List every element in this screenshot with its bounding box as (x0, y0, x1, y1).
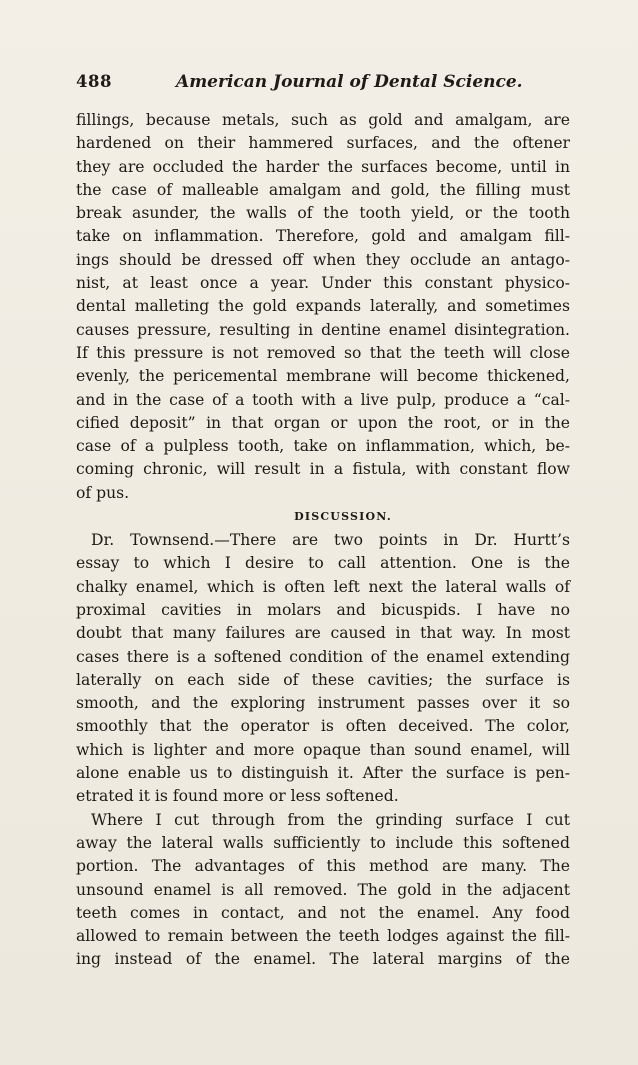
text-line: take on inflammation. Therefore, gold and amalgam fill- (76, 227, 570, 246)
text-line: fillings, because metals, such as gold and amalgam, are (76, 111, 570, 129)
text-line: Where I cut through from the grinding surface I cut (91, 810, 570, 829)
running-title: American Journal of Dental Science. (176, 72, 523, 92)
text-line: causes pressure, resulting in dentine enamel disintegration. (76, 320, 570, 339)
text-line: chalky enamel, which is often left next the lateral walls of (76, 577, 570, 596)
text-line: evenly, the pericemental membrane will become thickened, (76, 367, 570, 386)
section-heading: DISCUSSION. (294, 510, 392, 524)
text-line: portion. The advantages of this method are many. The (76, 857, 570, 876)
text-line: hardened on their hammered surfaces, and the oftener (76, 134, 570, 153)
text-line: which is lighter and more opaque than sound enamel, will (76, 740, 570, 759)
text-line: unsound enamel is all removed. The gold in the adjacent (76, 880, 570, 899)
body-text (76, 109, 570, 972)
text-line: coming chronic, will result in a fistula, with constant flow (76, 460, 570, 479)
text-line: essay to which I desire to call attention. One is the (76, 554, 570, 573)
paragraph-1 (76, 109, 570, 505)
text-line: away the lateral walls sufficiently to include this softened (76, 833, 570, 852)
text-line: nist, at least once a year. Under this constant physico- (76, 274, 570, 293)
text-line: cified deposit” in that organ or upon the root, or in the (76, 413, 570, 432)
text-line: dental malleting the gold expands laterally, and sometimes (76, 297, 570, 316)
text-line: ing instead of the enamel. The lateral margins of the (76, 950, 570, 969)
text-line: doubt that many failures are caused in that way. In most (76, 624, 570, 643)
text-line: ings should be dressed off when they occlude an antago- (76, 250, 570, 269)
text-line: smoothly that the operator is often deceived. The color, (76, 717, 570, 736)
text-line: and in the case of a tooth with a live pulp, produce a “cal- (76, 390, 570, 409)
text-line: alone enable us to distinguish it. After the surface is pen- (76, 764, 570, 783)
text-line: break asunder, the walls of the tooth yield, or the tooth (76, 204, 570, 223)
text-line: of pus. (76, 483, 130, 502)
page-number: 488 (76, 72, 112, 91)
text-line: proximal cavities in molars and bicuspids. I have no (76, 600, 570, 619)
text-line: Dr. Townsend.—There are two points in Dr. Hurtt’s (91, 531, 570, 550)
text-line: laterally on each side of these cavities; the surface is (76, 670, 570, 689)
text-line: smooth, and the exploring instrument passes over it so (76, 694, 570, 713)
text-line: If this pressure is not removed so that the teeth will close (76, 343, 570, 362)
text-line: etrated it is found more or less softened. (76, 787, 399, 806)
paragraph-2 (76, 529, 570, 809)
text-line: the case of malleable amalgam and gold, the filling must (76, 180, 570, 199)
text-line: they are occluded the harder the surfaces become, until in (76, 157, 570, 176)
text-line: teeth comes in contact, and not the enamel. Any food (76, 903, 570, 922)
text-line: cases there is a softened condition of the enamel extending (76, 647, 570, 666)
paragraph-3 (76, 809, 570, 972)
text-line: case of a pulpless tooth, take on inflammation, which, be- (76, 437, 570, 456)
text-line: allowed to remain between the teeth lodges against the fill- (76, 927, 570, 946)
page-header (76, 72, 568, 98)
